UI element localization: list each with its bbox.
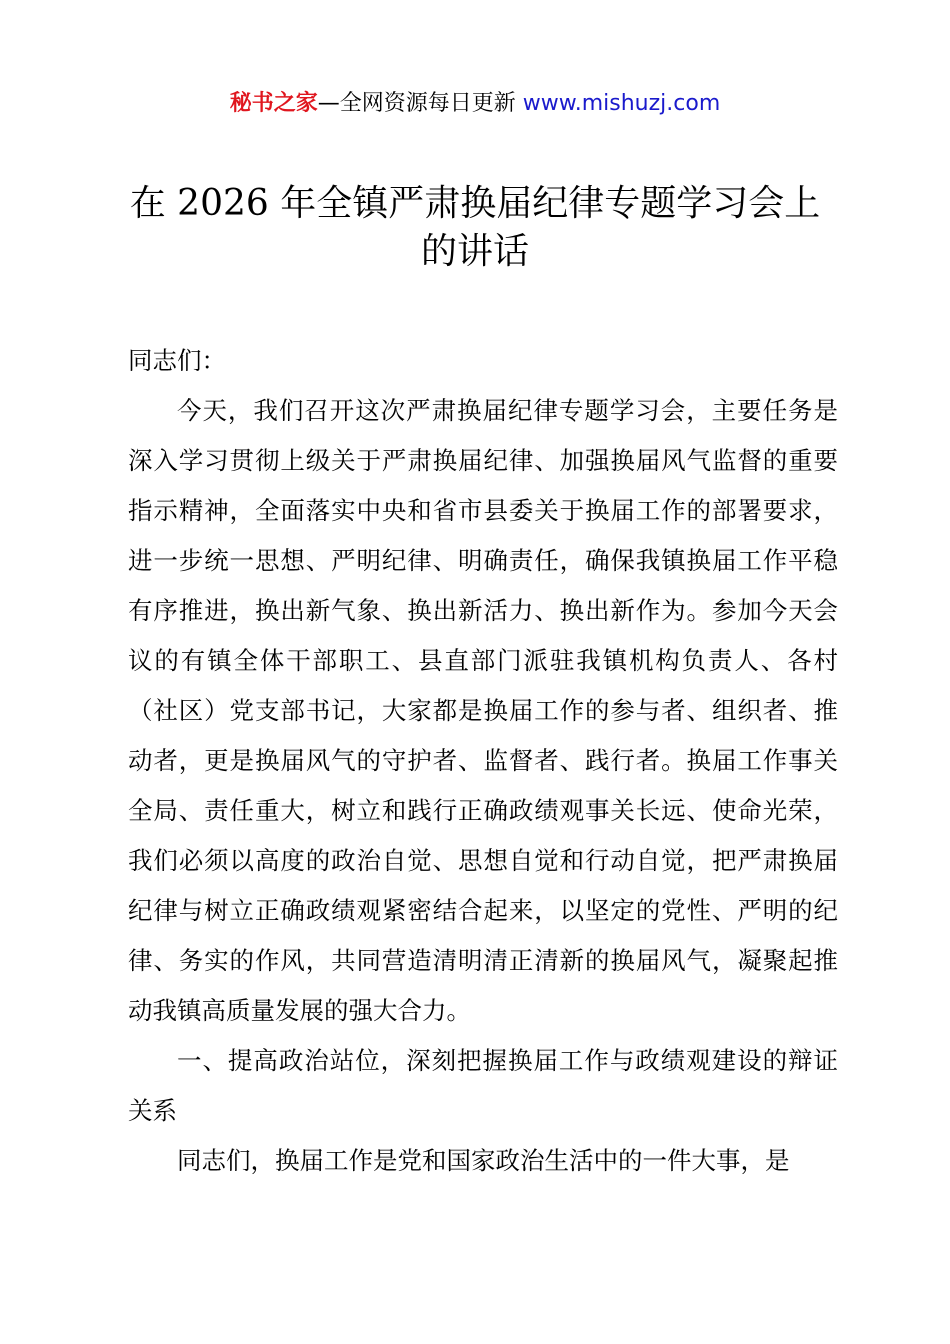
site-url-link[interactable]: www.mishuzj.com [522, 91, 721, 116]
document-body [128, 336, 838, 1186]
section-heading: 一、提高政治站位，深刻把握换届工作与政绩观建设的辩证关系 [128, 1046, 838, 1125]
site-brand: 秘书之家 [229, 91, 318, 116]
document-title: 在 2026 年全镇严肃换届纪律专题学习会上的讲话 [129, 183, 821, 272]
paragraph: 今天，我们召开这次严肃换届纪律专题学习会，主要任务是深入学习贯彻上级关于严肃换届纪律、加强换届风气监督的重要指示精神，全面落实中央和省市县委关于换届工作的部署要求，进一步统一思想、严明纪律、明确责任，确保我镇换届工作平稳有序推进，换出新气象、换出新活力、换出新作为。参加今天会议的有镇全体干部职工、县直部门派驻我镇机构负责人、各村（社区）党支部书记，大家都是换届工作的参与者、组织者、推动者，更是换届风气的守护者、监督者、践行者。换届工作事关全局、责任重大，树立和践行正确政绩观事关长远、使命光荣，我们必须以高度的政治自觉、思想自觉和行动自觉，把严肃换届纪律与树立正确政绩观紧密结合起来，以坚定的党性、严明的纪律、务实的作风，共同营造清明清正清新的换届风气，凝聚起推动我镇高质量发展的强大合力。 [128, 396, 838, 1025]
site-tagline: —全网资源每日更新 [317, 91, 523, 116]
site-header [0, 88, 950, 120]
paragraph: 同志们，换届工作是党和国家政治生活中的一件大事，是 [177, 1146, 790, 1175]
greeting: 同志们： [128, 346, 226, 375]
